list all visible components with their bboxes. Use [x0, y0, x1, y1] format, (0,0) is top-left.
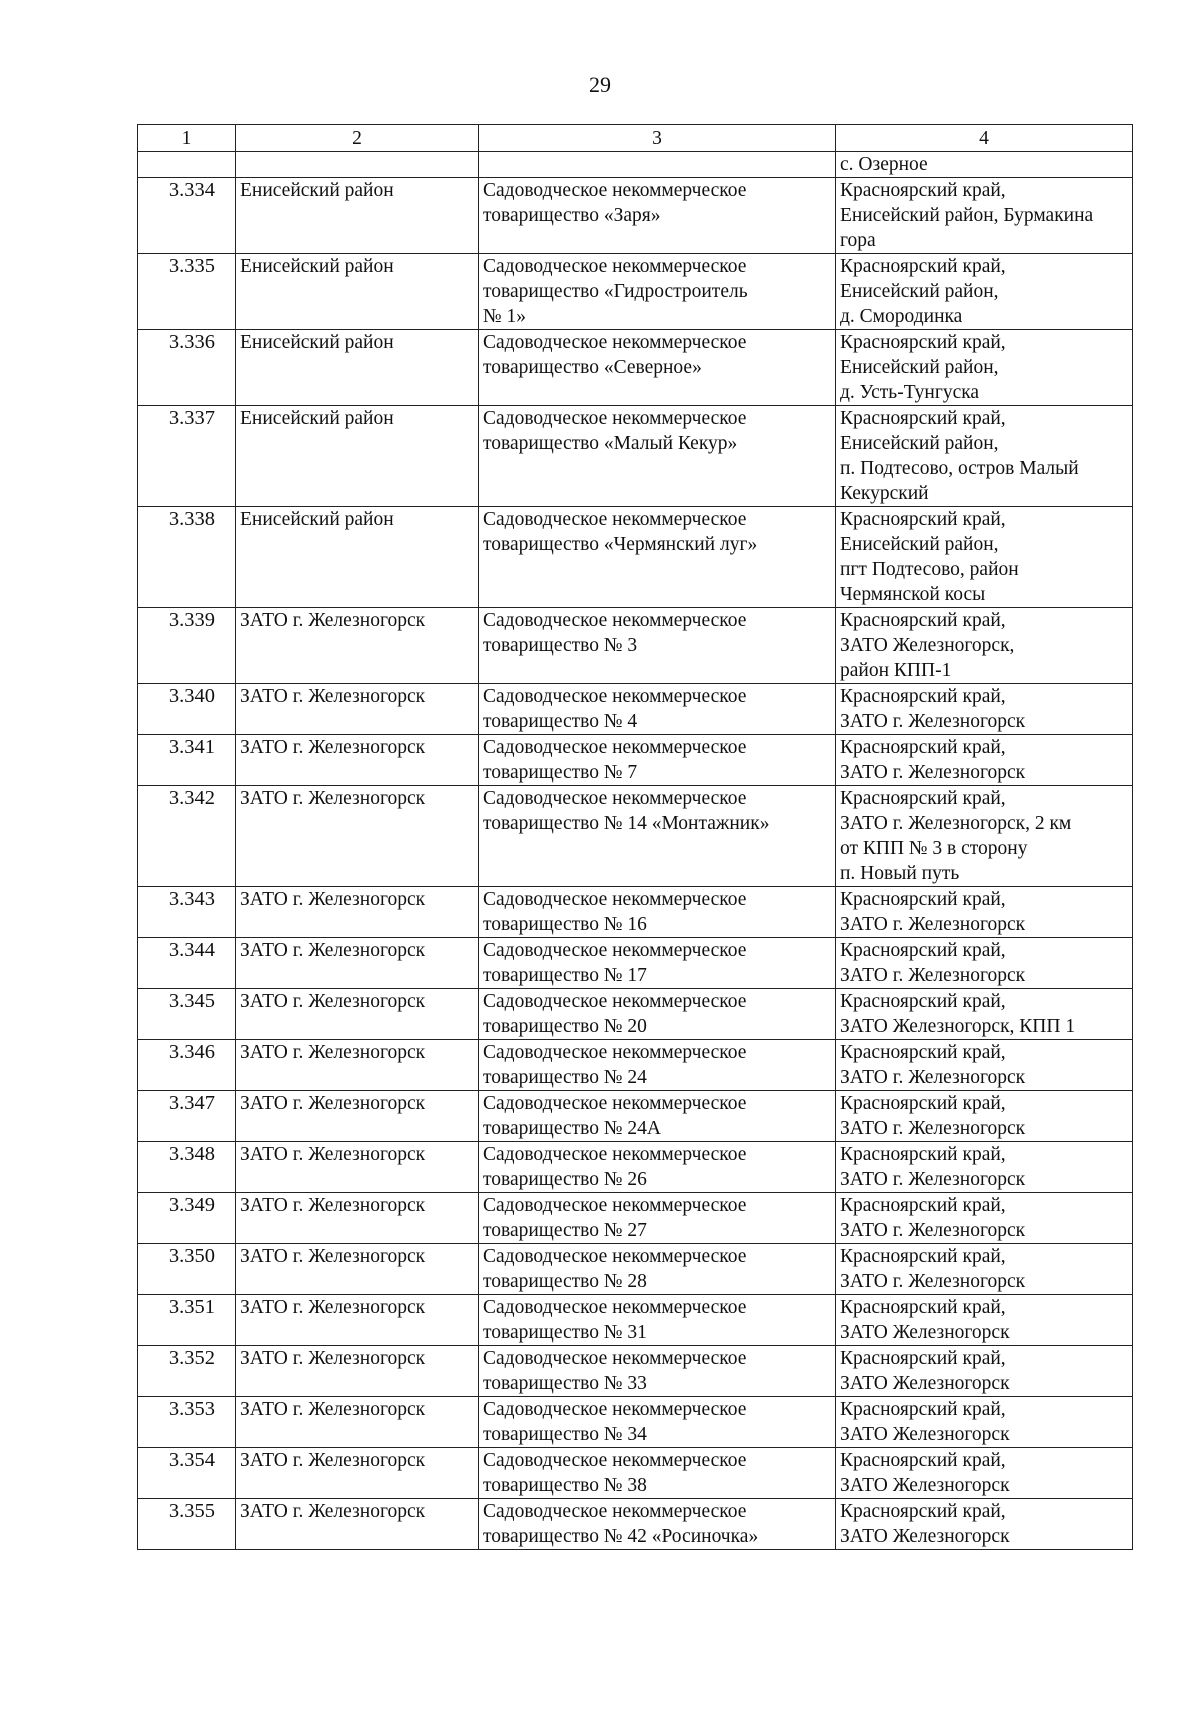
- organization-name-line: товарищество № 3: [483, 635, 638, 656]
- row-number: 3.341: [138, 735, 236, 786]
- row-number: 3.340: [138, 684, 236, 735]
- organization-name-line: товарищество № 34: [483, 1424, 647, 1445]
- district-cell: ЗАТО г. Железногорск: [236, 1397, 479, 1448]
- organization-name-line: Садоводческое некоммерческое: [483, 1450, 747, 1471]
- continuation-cell-number: [138, 152, 236, 178]
- district-cell: ЗАТО г. Железногорск: [236, 735, 479, 786]
- address-line: ЗАТО г. Железногорск: [840, 762, 1026, 783]
- organization-name-line: Садоводческое некоммерческое: [483, 180, 747, 201]
- address-line: район КПП-1: [840, 660, 952, 681]
- row-number: 3.351: [138, 1295, 236, 1346]
- organization-name-cell: [479, 507, 836, 608]
- table-row: [138, 507, 1133, 608]
- organization-name-cell: [479, 178, 836, 254]
- organization-name-line: товарищество № 4: [483, 711, 638, 732]
- organization-name-line: товарищество № 33: [483, 1373, 647, 1394]
- organization-name-cell: [479, 786, 836, 887]
- organization-name-cell: [479, 1346, 836, 1397]
- organization-name-line: товарищество № 20: [483, 1016, 647, 1037]
- row-number: 3.336: [138, 330, 236, 406]
- organization-name-cell: [479, 1244, 836, 1295]
- address-line: Красноярский край,: [840, 256, 1006, 277]
- address-line: Красноярский край,: [840, 788, 1006, 809]
- table-row: [138, 786, 1133, 887]
- address-line: гора: [840, 230, 876, 251]
- district-cell: ЗАТО г. Железногорск: [236, 608, 479, 684]
- table-row: [138, 684, 1133, 735]
- address-cell: [836, 1499, 1133, 1550]
- district-cell: ЗАТО г. Железногорск: [236, 1193, 479, 1244]
- district-cell: Енисейский район: [236, 330, 479, 406]
- address-line: ЗАТО Железногорск,: [840, 635, 1015, 656]
- organization-name-cell: [479, 1091, 836, 1142]
- address-line: Енисейский район,: [840, 534, 999, 555]
- organization-name-cell: [479, 1040, 836, 1091]
- address-line: ЗАТО г. Железногорск: [840, 1169, 1026, 1190]
- organization-name-line: Садоводческое некоммерческое: [483, 1042, 747, 1063]
- address-line: Красноярский край,: [840, 332, 1006, 353]
- district-cell: ЗАТО г. Железногорск: [236, 1295, 479, 1346]
- organization-name-line: товарищество № 16: [483, 914, 647, 935]
- address-cell: [836, 178, 1133, 254]
- organization-name-cell: [479, 406, 836, 507]
- table-row: [138, 608, 1133, 684]
- address-cell: [836, 330, 1133, 406]
- organization-name-line: Садоводческое некоммерческое: [483, 788, 747, 809]
- address-line: ЗАТО г. Железногорск: [840, 711, 1026, 732]
- column-header-1: 1: [138, 125, 236, 152]
- address-line: Енисейский район, Бурмакина: [840, 205, 1094, 226]
- district-cell: Енисейский район: [236, 178, 479, 254]
- address-line: Красноярский край,: [840, 1093, 1006, 1114]
- organization-name-line: Садоводческое некоммерческое: [483, 1501, 747, 1522]
- table-row: [138, 1193, 1133, 1244]
- table-row: [138, 1142, 1133, 1193]
- row-number: 3.339: [138, 608, 236, 684]
- organization-name-line: товарищество № 27: [483, 1220, 647, 1241]
- organization-name-line: товарищество «Малый Кекур»: [483, 433, 738, 454]
- address-line: ЗАТО г. Железногорск, 2 км: [840, 813, 1072, 834]
- district-cell: ЗАТО г. Железногорск: [236, 1142, 479, 1193]
- row-number: 3.354: [138, 1448, 236, 1499]
- table-row: [138, 1346, 1133, 1397]
- district-cell: ЗАТО г. Железногорск: [236, 1499, 479, 1550]
- district-cell: Енисейский район: [236, 254, 479, 330]
- address-line: ЗАТО г. Железногорск: [840, 914, 1026, 935]
- organization-name-line: товарищество «Северное»: [483, 357, 702, 378]
- address-line: Енисейский район,: [840, 281, 999, 302]
- district-cell: Енисейский район: [236, 507, 479, 608]
- row-number: 3.337: [138, 406, 236, 507]
- table-row: [138, 1295, 1133, 1346]
- address-line: Енисейский район,: [840, 357, 999, 378]
- address-line: ЗАТО г. Железногорск: [840, 1118, 1026, 1139]
- address-cell: [836, 1193, 1133, 1244]
- page-number: 29: [589, 72, 611, 97]
- organization-name-cell: [479, 1448, 836, 1499]
- address-line: ЗАТО г. Железногорск: [840, 1067, 1026, 1088]
- row-number: 3.335: [138, 254, 236, 330]
- address-cell: [836, 507, 1133, 608]
- organization-name-cell: [479, 1142, 836, 1193]
- organization-name-line: Садоводческое некоммерческое: [483, 889, 747, 910]
- row-number: 3.355: [138, 1499, 236, 1550]
- organization-name-cell: [479, 608, 836, 684]
- address-line: д. Смородинка: [840, 306, 963, 327]
- district-cell: ЗАТО г. Железногорск: [236, 684, 479, 735]
- address-line: Красноярский край,: [840, 991, 1006, 1012]
- address-cell: [836, 735, 1133, 786]
- address-cell: [836, 1448, 1133, 1499]
- table-row: [138, 1499, 1133, 1550]
- organization-name-cell: [479, 1295, 836, 1346]
- address-cell: [836, 786, 1133, 887]
- address-line: ЗАТО Железногорск: [840, 1475, 1010, 1496]
- address-cell: [836, 989, 1133, 1040]
- address-line: Красноярский край,: [840, 1450, 1006, 1471]
- address-line: ЗАТО Железногорск: [840, 1424, 1010, 1445]
- organization-name-line: товарищество № 28: [483, 1271, 647, 1292]
- row-number: 3.344: [138, 938, 236, 989]
- district-cell: ЗАТО г. Железногорск: [236, 1244, 479, 1295]
- address-cell: [836, 684, 1133, 735]
- address-line: пгт Подтесово, район: [840, 559, 1019, 580]
- district-cell: Енисейский район: [236, 406, 479, 507]
- table-row: [138, 330, 1133, 406]
- address-line: Красноярский край,: [840, 1399, 1006, 1420]
- organization-name-line: Садоводческое некоммерческое: [483, 991, 747, 1012]
- organization-name-line: Садоводческое некоммерческое: [483, 686, 747, 707]
- table-row: [138, 1448, 1133, 1499]
- address-cell: [836, 406, 1133, 507]
- address-cell: [836, 1244, 1133, 1295]
- district-cell: ЗАТО г. Железногорск: [236, 1346, 479, 1397]
- address-cell: [836, 1295, 1133, 1346]
- continuation-row: [138, 152, 1133, 178]
- address-line: Красноярский край,: [840, 1144, 1006, 1165]
- row-number: 3.348: [138, 1142, 236, 1193]
- organization-name-cell: [479, 735, 836, 786]
- row-number: 3.349: [138, 1193, 236, 1244]
- address-line: ЗАТО г. Железногорск: [840, 1271, 1026, 1292]
- district-cell: ЗАТО г. Железногорск: [236, 1040, 479, 1091]
- address-line: Красноярский край,: [840, 1246, 1006, 1267]
- table-row: [138, 989, 1133, 1040]
- address-line: Красноярский край,: [840, 1042, 1006, 1063]
- address-line: ЗАТО Железногорск, КПП 1: [840, 1016, 1076, 1037]
- district-cell: ЗАТО г. Железногорск: [236, 938, 479, 989]
- organization-name-line: товарищество № 17: [483, 965, 647, 986]
- organization-name-line: товарищество № 7: [483, 762, 638, 783]
- address-line: ЗАТО г. Железногорск: [840, 1220, 1026, 1241]
- address-line: ЗАТО Железногорск: [840, 1526, 1010, 1547]
- column-header-2: 2: [236, 125, 479, 152]
- address-line: Красноярский край,: [840, 1195, 1006, 1216]
- address-line: Красноярский край,: [840, 889, 1006, 910]
- address-cell: [836, 1091, 1133, 1142]
- address-line: Чермянской косы: [840, 584, 986, 605]
- table-row: [138, 1091, 1133, 1142]
- column-header-3: 3: [479, 125, 836, 152]
- organization-name-line: № 1»: [483, 306, 526, 327]
- organization-name-cell: [479, 887, 836, 938]
- organization-name-cell: [479, 1499, 836, 1550]
- table-row: [138, 1244, 1133, 1295]
- row-number: 3.342: [138, 786, 236, 887]
- continuation-cell-name: [479, 152, 836, 178]
- row-number: 3.347: [138, 1091, 236, 1142]
- organization-name-line: Садоводческое некоммерческое: [483, 1246, 747, 1267]
- table-row: [138, 735, 1133, 786]
- organization-name-cell: [479, 330, 836, 406]
- row-number: 3.345: [138, 989, 236, 1040]
- organization-name-line: товарищество № 38: [483, 1475, 647, 1496]
- address-line: Кекурский: [840, 483, 929, 504]
- organization-name-cell: [479, 989, 836, 1040]
- row-number: 3.343: [138, 887, 236, 938]
- table-row: [138, 1397, 1133, 1448]
- organization-name-line: Садоводческое некоммерческое: [483, 509, 747, 530]
- organization-name-cell: [479, 1397, 836, 1448]
- district-cell: ЗАТО г. Железногорск: [236, 887, 479, 938]
- continuation-cell-address: с. Озерное: [836, 152, 1133, 178]
- district-cell: ЗАТО г. Железногорск: [236, 1448, 479, 1499]
- table-row: [138, 1040, 1133, 1091]
- district-cell: ЗАТО г. Железногорск: [236, 989, 479, 1040]
- organization-name-cell: [479, 254, 836, 330]
- organization-name-line: товарищество № 14 «Монтажник»: [483, 813, 770, 834]
- organization-name-line: Садоводческое некоммерческое: [483, 1144, 747, 1165]
- address-line: Красноярский край,: [840, 610, 1006, 631]
- address-line: Красноярский край,: [840, 509, 1006, 530]
- address-line: Красноярский край,: [840, 1297, 1006, 1318]
- organization-name-line: товарищество № 24: [483, 1067, 647, 1088]
- address-line: Красноярский край,: [840, 686, 1006, 707]
- address-line: Енисейский район,: [840, 433, 999, 454]
- organization-name-line: Садоводческое некоммерческое: [483, 1399, 747, 1420]
- address-cell: [836, 938, 1133, 989]
- address-line: от КПП № 3 в сторону: [840, 838, 1028, 859]
- column-header-4: 4: [836, 125, 1133, 152]
- address-line: ЗАТО Железногорск: [840, 1373, 1010, 1394]
- organization-name-line: Садоводческое некоммерческое: [483, 332, 747, 353]
- address-line: Красноярский край,: [840, 737, 1006, 758]
- organization-name-line: товарищество «Чермянский луг»: [483, 534, 758, 555]
- organization-name-line: товарищество «Гидростроитель: [483, 281, 748, 302]
- address-cell: [836, 1142, 1133, 1193]
- address-cell: [836, 1040, 1133, 1091]
- address-line: п. Подтесово, остров Малый: [840, 458, 1079, 479]
- organization-name-line: Садоводческое некоммерческое: [483, 408, 747, 429]
- table-row: [138, 178, 1133, 254]
- organization-name-line: Садоводческое некоммерческое: [483, 1348, 747, 1369]
- organization-name-cell: [479, 684, 836, 735]
- organization-name-line: Садоводческое некоммерческое: [483, 256, 747, 277]
- table-row: [138, 938, 1133, 989]
- organization-name-cell: [479, 938, 836, 989]
- table-row: [138, 887, 1133, 938]
- row-number: 3.334: [138, 178, 236, 254]
- district-cell: ЗАТО г. Железногорск: [236, 786, 479, 887]
- registry-table: [137, 124, 1133, 1550]
- row-number: 3.350: [138, 1244, 236, 1295]
- address-cell: [836, 887, 1133, 938]
- row-number: 3.346: [138, 1040, 236, 1091]
- row-number: 3.353: [138, 1397, 236, 1448]
- table-row: [138, 406, 1133, 507]
- header-row: [138, 125, 1133, 152]
- address-line: п. Новый путь: [840, 863, 960, 884]
- organization-name-line: Садоводческое некоммерческое: [483, 610, 747, 631]
- organization-name-line: товарищество № 24А: [483, 1118, 661, 1139]
- address-line: д. Усть-Тунгуска: [840, 382, 980, 403]
- organization-name-line: Садоводческое некоммерческое: [483, 1297, 747, 1318]
- organization-name-line: Садоводческое некоммерческое: [483, 1093, 747, 1114]
- address-line: ЗАТО Железногорск: [840, 1322, 1010, 1343]
- row-number: 3.338: [138, 507, 236, 608]
- address-line: Красноярский край,: [840, 1348, 1006, 1369]
- row-number: 3.352: [138, 1346, 236, 1397]
- organization-name-line: Садоводческое некоммерческое: [483, 737, 747, 758]
- organization-name-line: Садоводческое некоммерческое: [483, 1195, 747, 1216]
- address-cell: [836, 254, 1133, 330]
- address-line: Красноярский край,: [840, 408, 1006, 429]
- table-body: [138, 152, 1133, 1550]
- address-line: ЗАТО г. Железногорск: [840, 965, 1026, 986]
- address-cell: [836, 1397, 1133, 1448]
- table-row: [138, 254, 1133, 330]
- district-cell: ЗАТО г. Железногорск: [236, 1091, 479, 1142]
- organization-name-line: Садоводческое некоммерческое: [483, 940, 747, 961]
- organization-name-cell: [479, 1193, 836, 1244]
- organization-name-line: товарищество № 42 «Росиночка»: [483, 1526, 759, 1547]
- address-line: Красноярский край,: [840, 180, 1006, 201]
- organization-name-line: товарищество № 31: [483, 1322, 647, 1343]
- continuation-cell-district: [236, 152, 479, 178]
- address-line: Красноярский край,: [840, 1501, 1006, 1522]
- address-cell: [836, 608, 1133, 684]
- organization-name-line: товарищество № 26: [483, 1169, 647, 1190]
- address-line: Красноярский край,: [840, 940, 1006, 961]
- organization-name-line: товарищество «Заря»: [483, 205, 661, 226]
- address-cell: [836, 1346, 1133, 1397]
